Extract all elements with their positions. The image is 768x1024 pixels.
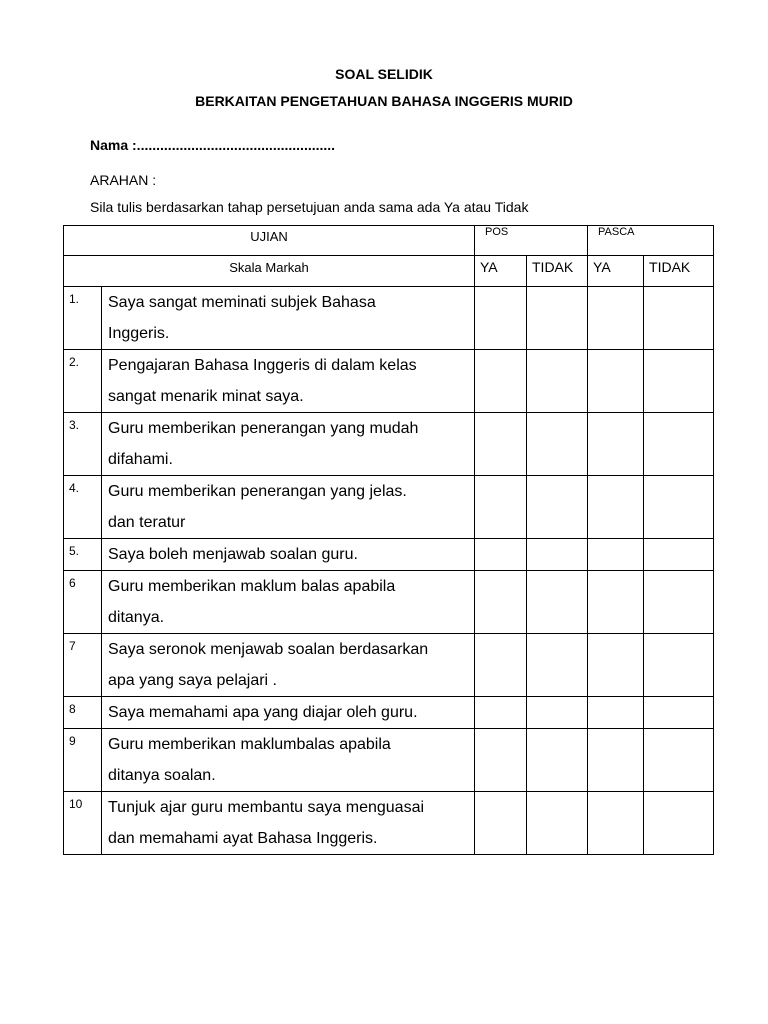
table-row <box>64 729 714 792</box>
table-subheader-row <box>64 256 714 287</box>
header-pasca-tidak: TIDAK <box>644 256 714 287</box>
pasca-tidak-cell[interactable] <box>644 287 714 350</box>
pasca-ya-cell[interactable] <box>588 571 644 634</box>
statement-line-1: Saya memahami apa yang diajar oleh guru. <box>108 704 418 721</box>
pasca-tidak-cell[interactable] <box>644 413 714 476</box>
row-number: 3. <box>64 413 102 476</box>
pasca-ya-cell[interactable] <box>588 350 644 413</box>
instructions-heading: ARAHAN : <box>90 172 157 188</box>
table-row <box>64 476 714 539</box>
pasca-ya-cell[interactable] <box>588 634 644 697</box>
statement-line-2: difahami. <box>108 451 173 468</box>
row-statement <box>102 350 475 413</box>
row-statement <box>102 571 475 634</box>
pasca-tidak-cell[interactable] <box>644 729 714 792</box>
header-ujian: UJIAN <box>64 226 475 256</box>
pos-tidak-cell[interactable] <box>527 350 588 413</box>
pasca-tidak-cell[interactable] <box>644 792 714 855</box>
statement-line-2: dan memahami ayat Bahasa Inggeris. <box>108 830 378 847</box>
row-number: 10 <box>64 792 102 855</box>
pos-ya-cell[interactable] <box>475 792 527 855</box>
pasca-tidak-cell[interactable] <box>644 697 714 729</box>
pasca-tidak-cell[interactable] <box>644 476 714 539</box>
header-pos-ya: YA <box>475 256 527 287</box>
row-number: 6 <box>64 571 102 634</box>
pasca-ya-cell[interactable] <box>588 697 644 729</box>
pasca-tidak-cell[interactable] <box>644 634 714 697</box>
table-header-row <box>64 226 714 256</box>
pos-tidak-cell[interactable] <box>527 634 588 697</box>
pos-ya-cell[interactable] <box>475 413 527 476</box>
row-number: 5. <box>64 539 102 571</box>
statement-line-2: ditanya soalan. <box>108 767 216 784</box>
row-number: 2. <box>64 350 102 413</box>
row-number: 9 <box>64 729 102 792</box>
instructions-text: Sila tulis berdasarkan tahap persetujuan anda sama ada Ya atau Tidak <box>90 199 529 215</box>
table-row <box>64 571 714 634</box>
table-row <box>64 539 714 571</box>
pos-tidak-cell[interactable] <box>527 697 588 729</box>
statement-line-1: Guru memberikan maklumbalas apabila <box>108 736 391 753</box>
table-row <box>64 634 714 697</box>
statement-line-1: Guru memberikan penerangan yang jelas. <box>108 483 407 500</box>
document-title: SOAL SELIDIK <box>335 66 433 82</box>
table-row <box>64 413 714 476</box>
statement-line-1: Saya seronok menjawab soalan berdasarkan <box>108 641 429 658</box>
header-pos-tidak: TIDAK <box>527 256 588 287</box>
header-pos: POS <box>475 226 588 256</box>
pasca-tidak-cell[interactable] <box>644 350 714 413</box>
statement-line-1: Tunjuk ajar guru membantu saya menguasai <box>108 799 425 816</box>
pasca-ya-cell[interactable] <box>588 792 644 855</box>
survey-table <box>63 225 714 855</box>
pasca-ya-cell[interactable] <box>588 729 644 792</box>
pasca-ya-cell[interactable] <box>588 413 644 476</box>
statement-line-1: Pengajaran Bahasa Inggeris di dalam kelas <box>108 357 417 374</box>
pos-tidak-cell[interactable] <box>527 571 588 634</box>
row-number: 4. <box>64 476 102 539</box>
row-statement <box>102 634 475 697</box>
statement-line-2: ditanya. <box>108 609 165 626</box>
row-statement <box>102 729 475 792</box>
pos-tidak-cell[interactable] <box>527 287 588 350</box>
pos-ya-cell[interactable] <box>475 634 527 697</box>
pasca-ya-cell[interactable] <box>588 476 644 539</box>
statement-line-1: Guru memberikan maklum balas apabila <box>108 578 396 595</box>
table-row <box>64 350 714 413</box>
row-statement <box>102 792 475 855</box>
pos-ya-cell[interactable] <box>475 350 527 413</box>
table-row <box>64 697 714 729</box>
row-number: 1. <box>64 287 102 350</box>
pasca-tidak-cell[interactable] <box>644 539 714 571</box>
row-number: 7 <box>64 634 102 697</box>
row-number: 8 <box>64 697 102 729</box>
pos-ya-cell[interactable] <box>475 539 527 571</box>
statement-line-1: Saya boleh menjawab soalan guru. <box>108 546 358 563</box>
statement-line-1: Guru memberikan penerangan yang mudah <box>108 420 419 437</box>
row-statement <box>102 287 475 350</box>
pos-ya-cell[interactable] <box>475 476 527 539</box>
pos-tidak-cell[interactable] <box>527 729 588 792</box>
row-statement <box>102 413 475 476</box>
pos-ya-cell[interactable] <box>475 287 527 350</box>
table-row <box>64 792 714 855</box>
pos-tidak-cell[interactable] <box>527 792 588 855</box>
pos-ya-cell[interactable] <box>475 697 527 729</box>
statement-line-2: sangat menarik minat saya. <box>108 388 304 405</box>
row-statement <box>102 539 475 571</box>
pasca-tidak-cell[interactable] <box>644 571 714 634</box>
pasca-ya-cell[interactable] <box>588 539 644 571</box>
pasca-ya-cell[interactable] <box>588 287 644 350</box>
pos-tidak-cell[interactable] <box>527 539 588 571</box>
statement-line-2: dan teratur <box>108 514 186 531</box>
statement-line-1: Saya sangat meminati subjek Bahasa <box>108 294 376 311</box>
statement-line-2: Inggeris. <box>108 325 170 342</box>
document-subtitle: BERKAITAN PENGETAHUAN BAHASA INGGERIS MURID <box>195 93 573 109</box>
pos-tidak-cell[interactable] <box>527 476 588 539</box>
pos-ya-cell[interactable] <box>475 729 527 792</box>
table-row <box>64 287 714 350</box>
name-field-line: Nama :................................................... <box>90 137 336 153</box>
header-pasca: PASCA <box>588 226 714 256</box>
row-statement <box>102 697 475 729</box>
header-pasca-ya: YA <box>588 256 644 287</box>
pos-ya-cell[interactable] <box>475 571 527 634</box>
pos-tidak-cell[interactable] <box>527 413 588 476</box>
row-statement <box>102 476 475 539</box>
statement-line-2: apa yang saya pelajari . <box>108 672 277 689</box>
header-skala-markah: Skala Markah <box>64 256 475 287</box>
